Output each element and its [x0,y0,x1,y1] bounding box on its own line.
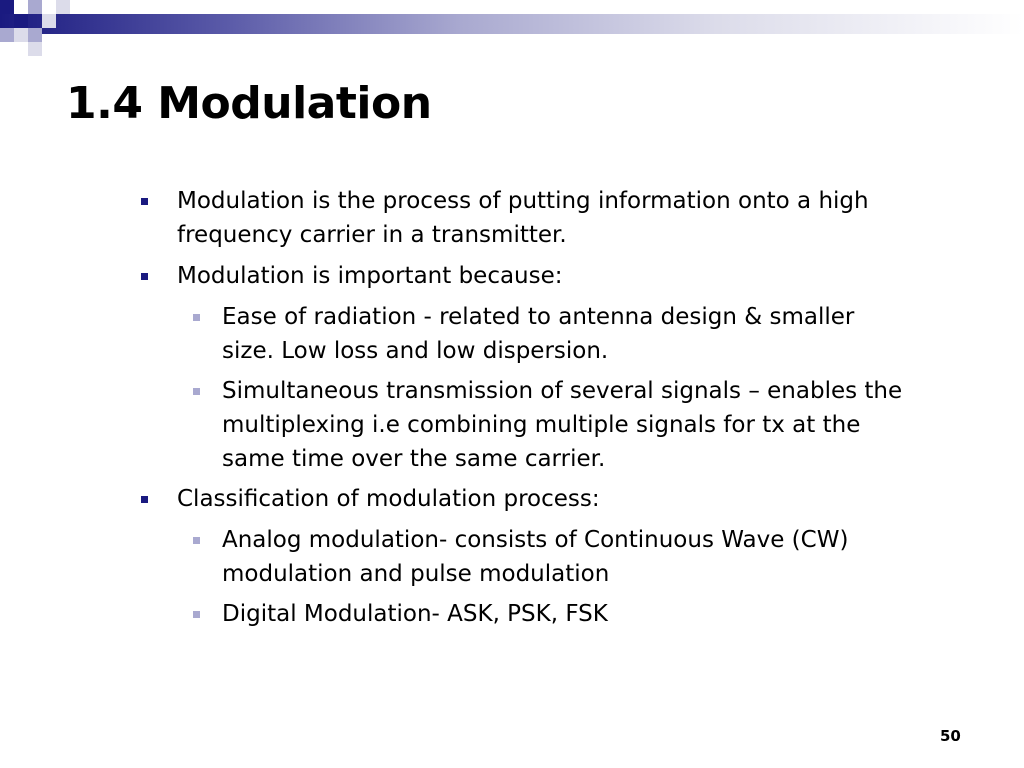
bullet-line: Digital Modulation- ASK, PSK, FSK [222,601,608,627]
square-decoration [14,14,28,28]
bullet-line: Modulation is important because: [177,263,563,289]
bullet-line: Simultaneous transmission of several signals – enables the [222,378,903,404]
bullet-item-level1 [138,259,978,293]
bullet-item-level2 [138,597,978,631]
bullet-line: frequency carrier in a transmitter. [177,222,567,248]
bullet-item-level2 [138,374,978,476]
bullet-item-level1 [138,184,978,252]
square-bullet-icon [141,273,148,280]
bullet-line: Classification of modulation process: [177,486,600,512]
bullet-item-level2 [138,523,978,591]
decorative-squares-logo [0,0,90,60]
square-bullet-icon [193,611,200,618]
square-decoration [0,28,14,42]
square-decoration [28,0,42,14]
square-bullet-icon [193,314,200,321]
bullet-line: Modulation is the process of putting information onto a high [177,188,869,214]
bullet-list [138,184,978,637]
square-decoration [56,0,70,14]
square-decoration [28,28,42,42]
square-bullet-icon [141,496,148,503]
header-gradient-band [0,14,1024,34]
bullet-line: Analog modulation- consists of Continuous Wave (CW) [222,527,849,553]
square-decoration [42,14,56,28]
page-number: 50 [940,727,961,745]
square-bullet-icon [141,198,148,205]
bullet-item-level1 [138,482,978,516]
square-decoration [28,42,42,56]
bullet-item-level2 [138,300,978,368]
bullet-line: size. Low loss and low dispersion. [222,338,609,364]
square-bullet-icon [193,388,200,395]
bullet-line: modulation and pulse modulation [222,561,610,587]
square-bullet-icon [193,537,200,544]
square-decoration [14,28,28,42]
bullet-line: Ease of radiation - related to antenna design & smaller [222,304,855,330]
square-decoration [0,0,14,14]
bullet-line: multiplexing i.e combining multiple signals for tx at the [222,412,861,438]
bullet-line: same time over the same carrier. [222,446,606,472]
slide-title: 1.4 Modulation [66,78,432,129]
